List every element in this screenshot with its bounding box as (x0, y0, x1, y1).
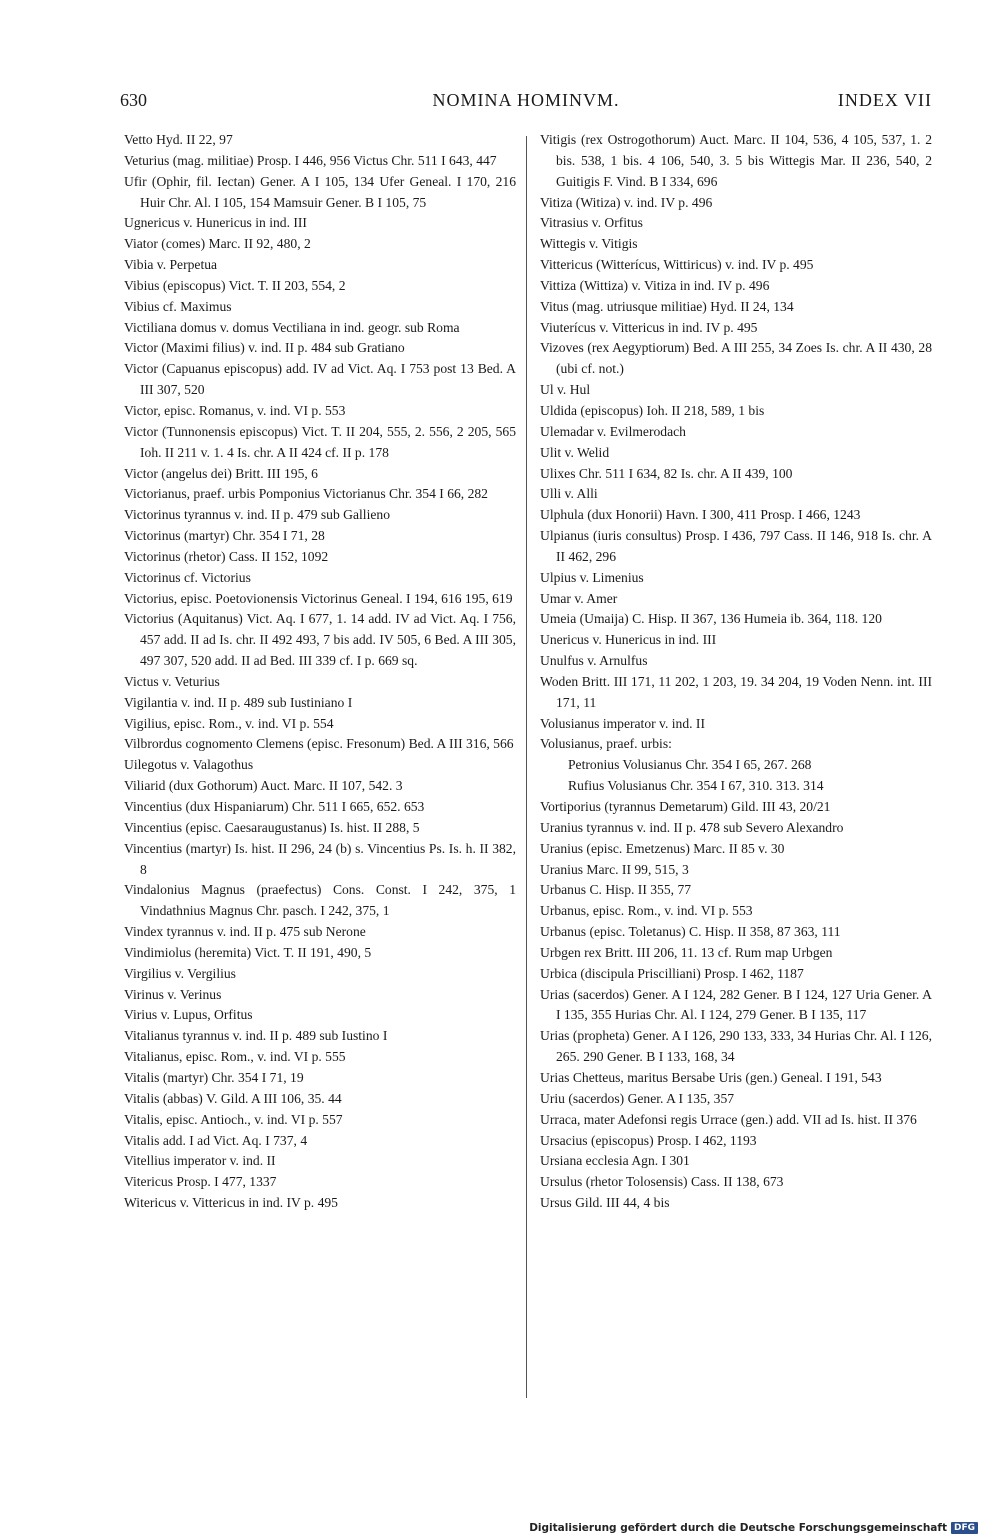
index-entry: Vitalis (martyr) Chr. 354 I 71, 19 (124, 1069, 304, 1085)
index-entry: Ulpianus (iuris consultus) Prosp. I 436, 797 Cass. II 146, 918 Is. chr. A II 462, 296 (540, 528, 932, 564)
index-entry: Uriu (sacerdos) Gener. A I 135, 357 (540, 1090, 735, 1106)
index-entry: Virius v. Lupus, Orfitus (124, 1007, 253, 1023)
index-entry: Urbica (discipula Priscilliani) Prosp. I 462, 1187 (540, 965, 804, 981)
index-entry: Ulli v. Alli (540, 486, 598, 502)
dfg-logo: DFG (951, 1522, 978, 1534)
index-entry: Victor (angelus dei) Britt. III 195, 6 (124, 465, 318, 481)
index-entry: Vindalonius Magnus (praefectus) Cons. Const. I 242, 375, 1 Vindathnius Magnus Chr. pasch. I 242, 375, 1 (124, 882, 516, 919)
index-entry: Victus v. Veturius (124, 673, 220, 689)
page-number: 630 (120, 90, 147, 110)
index-entry: Umeia (Umaija) C. Hisp. II 367, 136 Humeia ib. 364, 118. 120 (540, 611, 882, 627)
index-entry: Vittericus (Witterícus, Wittiricus) v. ind. IV p. 495 (540, 257, 814, 273)
index-entry: Vitrasius v. Orfitus (540, 215, 643, 231)
index-entry: Vigilius, episc. Rom., v. ind. VI p. 554 (124, 715, 334, 731)
index-entry: Petronius Volusianus Chr. 354 I 65, 267. 268 (568, 757, 812, 773)
index-entry: Victor (Tunnonensis episcopus) Vict. T. II 204, 555, 2. 556, 2 205, 565 Ioh. II 211 v. 1. 4 Is. chr. A II 424 cf. II p. 178 (124, 423, 516, 460)
index-entry: Ufir (Ophir, fil. Iectan) Gener. A I 105, 134 Ufer Geneal. I 170, 216 Huir Chr. Al. I 105, 154 Mamsuir Gener. B I 105, 75 (124, 173, 516, 210)
index-entry: Vindex tyrannus v. ind. II p. 475 sub Nerone (124, 924, 366, 940)
index-entry: Victorinus tyrannus v. ind. II p. 479 sub Gallieno (124, 507, 390, 523)
index-entry: Victor, episc. Romanus, v. ind. VI p. 553 (124, 402, 346, 418)
footer-credit (529, 1521, 978, 1535)
index-entry: Vindimiolus (heremita) Vict. T. II 191, 490, 5 (124, 944, 372, 960)
index-entry: Uldida (episcopus) Ioh. II 218, 589, 1 bis (540, 402, 765, 418)
index-entry: Vittiza (Wittiza) v. Vitiza in ind. IV p. 496 (540, 277, 770, 293)
index-entry: Ugnericus v. Hunericus in ind. III (124, 215, 307, 231)
index-entry: Witericus v. Vittericus in ind. IV p. 495 (124, 1195, 338, 1211)
index-entry: Victiliana domus v. domus Vectiliana in ind. geogr. sub Roma (124, 319, 460, 335)
index-entry: Vitericus Prosp. I 477, 1337 (124, 1174, 277, 1190)
index-entry: Ursacius (episcopus) Prosp. I 462, 1193 (540, 1132, 757, 1148)
index-entry: Veturius (mag. militiae) Prosp. I 446, 956 Victus Chr. 511 I 643, 447 (124, 152, 497, 168)
index-entry: Victorinus cf. Victorius (124, 569, 251, 585)
index-entry: Vincentius (martyr) Is. hist. II 296, 24 (b) s. Vincentius Ps. Is. h. II 382, 8 (124, 840, 516, 877)
index-entry: Vitalis add. I ad Vict. Aq. I 737, 4 (124, 1132, 308, 1148)
index-entry: Urbanus, episc. Rom., v. ind. VI p. 553 (540, 903, 753, 919)
index-entry: Woden Britt. III 171, 11 202, 1 203, 19. 34 204, 19 Voden Nenn. int. III 171, 11 (540, 673, 932, 710)
index-entry: Vitellius imperator v. ind. II (124, 1153, 276, 1169)
index-entry: Vibius (episcopus) Vict. T. II 203, 554, 2 (124, 277, 346, 293)
index-entry: Uilegotus v. Valagothus (124, 757, 254, 773)
index-entry: Vincentius (episc. Caesaraugustanus) Is. hist. II 288, 5 (124, 819, 420, 835)
index-entry: Urbgen rex Britt. III 206, 11. 13 cf. Rum map Urbgen (540, 944, 833, 960)
index-entry: Vitalianus tyrannus v. ind. II p. 489 sub Iustino I (124, 1028, 388, 1044)
left-column (124, 130, 516, 1214)
index-entry: Victorius, episc. Poetovionensis Victorinus Geneal. I 194, 616 195, 619 (124, 590, 513, 606)
index-entry: Unulfus v. Arnulfus (540, 653, 648, 669)
index-entry: Victorianus, praef. urbis Pomponius Victorianus Chr. 354 I 66, 282 (124, 486, 488, 502)
index-entry: Vigilantia v. ind. II p. 489 sub Iustiniano I (124, 694, 353, 710)
index-entry: Vizoves (rex Aegyptiorum) Bed. A III 255, 34 Zoes Is. chr. A II 430, 28 (ubi cf. not.) (540, 340, 932, 377)
index-entry: Uranius (episc. Emetzenus) Marc. II 85 v. 30 (540, 840, 785, 856)
index-entry: Ulphula (dux Honorii) Havn. I 300, 411 Prosp. I 466, 1243 (540, 507, 861, 523)
index-entry: Uranius tyrannus v. ind. II p. 478 sub Severo Alexandro (540, 819, 844, 835)
index-entry: Victor (Maximi filius) v. ind. II p. 484 sub Gratiano (124, 340, 405, 356)
index-entry: Ursulus (rhetor Tolosensis) Cass. II 138, 673 (540, 1174, 784, 1190)
index-entry: Volusianus, praef. urbis: (540, 736, 672, 752)
running-title: NOMINA HOMINVM. (432, 90, 620, 110)
index-entry: Ulpius v. Limenius (540, 569, 644, 585)
credit-text: Digitalisierung gefördert durch die Deutsche Forschungsgemeinschaft (529, 1522, 947, 1534)
right-column (540, 130, 932, 1214)
index-entry: Victorinus (rhetor) Cass. II 152, 1092 (124, 548, 329, 564)
index-entry: Ul v. Hul (540, 382, 591, 398)
index-entry: Umar v. Amer (540, 590, 618, 606)
index-entry: Vitigis (rex Ostrogothorum) Auct. Marc. II 104, 536, 4 105, 537, 1. 2 bis. 538, 1 bis. 4 106, 540, 3. 5 bis Wittegis Mar. II 236, 540, 2 Guitigis F. Vind. B I 334, 696 (540, 132, 932, 189)
index-entry: Vilbrordus cognomento Clemens (episc. Fresonum) Bed. A III 316, 566 (124, 736, 514, 752)
index-entry: Victorinus (martyr) Chr. 354 I 71, 28 (124, 528, 325, 544)
index-entry: Ulit v. Welid (540, 444, 610, 460)
index-entry: Vitalis, episc. Antioch., v. ind. VI p. 557 (124, 1111, 343, 1127)
index-entry: Virgilius v. Vergilius (124, 965, 236, 981)
column-divider (526, 136, 527, 1398)
index-entry: Urias (propheta) Gener. A I 126, 290 133, 333, 34 Hurias Chr. Al. I 126, 265. 290 Gener. B I 133, 168, 34 (540, 1028, 932, 1065)
index-entry: Vitus (mag. utriusque militiae) Hyd. II 24, 134 (540, 298, 794, 314)
index-entry: Vitalianus, episc. Rom., v. ind. VI p. 555 (124, 1049, 346, 1065)
index-entry: Vibius cf. Maximus (124, 298, 232, 314)
index-entry: Victorius (Aquitanus) Vict. Aq. I 677, 1. 14 add. IV ad Vict. Aq. I 756, 457 add. II ad Is. chr. II 492 493, 7 bis add. IV 505, 6 Bed. A III 305, 497 307, 520 add. II ad Bed. III 339 cf. I p. 669 sq. (124, 611, 516, 669)
index-entry: Vetto Hyd. II 22, 97 (124, 132, 233, 147)
index-entry: Urbanus (episc. Toletanus) C. Hisp. II 358, 87 363, 111 (540, 924, 841, 940)
page-header (120, 90, 932, 114)
index-label: INDEX VII (837, 90, 932, 110)
index-entry: Rufius Volusianus Chr. 354 I 67, 310. 313. 314 (568, 778, 824, 794)
index-entry: Virinus v. Verinus (124, 986, 222, 1002)
index-entry: Viliarid (dux Gothorum) Auct. Marc. II 107, 542. 3 (124, 778, 403, 794)
index-entry: Urbanus C. Hisp. II 355, 77 (540, 882, 692, 898)
index-entry: Vitiza (Witiza) v. ind. IV p. 496 (540, 194, 713, 210)
index-entry: Volusianus imperator v. ind. II (540, 715, 705, 731)
index-entry: Urias Chetteus, maritus Bersabe Uris (gen.) Geneal. I 191, 543 (540, 1069, 882, 1085)
index-entry: Wittegis v. Vitigis (540, 236, 638, 252)
index-entry: Vortiporius (tyrannus Demetarum) Gild. III 43, 20/21 (540, 799, 831, 814)
index-entry: Urraca, mater Adefonsi regis Urrace (gen.) add. VII ad Is. hist. II 376 (540, 1111, 917, 1127)
index-entry: Ursiana ecclesia Agn. I 301 (540, 1153, 690, 1169)
index-entry: Vibia v. Perpetua (124, 257, 218, 273)
index-entry: Vincentius (dux Hispaniarum) Chr. 511 I 665, 652. 653 (124, 799, 425, 814)
index-entry: Uranius Marc. II 99, 515, 3 (540, 861, 689, 877)
index-entry: Ulemadar v. Evilmerodach (540, 423, 686, 439)
index-entry: Viuterícus v. Vittericus in ind. IV p. 495 (540, 319, 758, 335)
index-entry: Urias (sacerdos) Gener. A I 124, 282 Gener. B I 124, 127 Uria Gener. A I 135, 355 Hurias Chr. Al. I 124, 279 Gener. B I 135, 117 (540, 986, 932, 1023)
index-entry: Vitalis (abbas) V. Gild. A III 106, 35. 44 (124, 1090, 342, 1106)
index-entry: Victor (Capuanus episcopus) add. IV ad Vict. Aq. I 753 post 13 Bed. A III 307, 520 (124, 361, 516, 398)
index-entry: Unericus v. Hunericus in ind. III (540, 632, 717, 648)
index-entry: Ulixes Chr. 511 I 634, 82 Is. chr. A II 439, 100 (540, 465, 793, 481)
index-entry: Ursus Gild. III 44, 4 bis (540, 1195, 670, 1211)
index-entry: Viator (comes) Marc. II 92, 480, 2 (124, 236, 311, 252)
